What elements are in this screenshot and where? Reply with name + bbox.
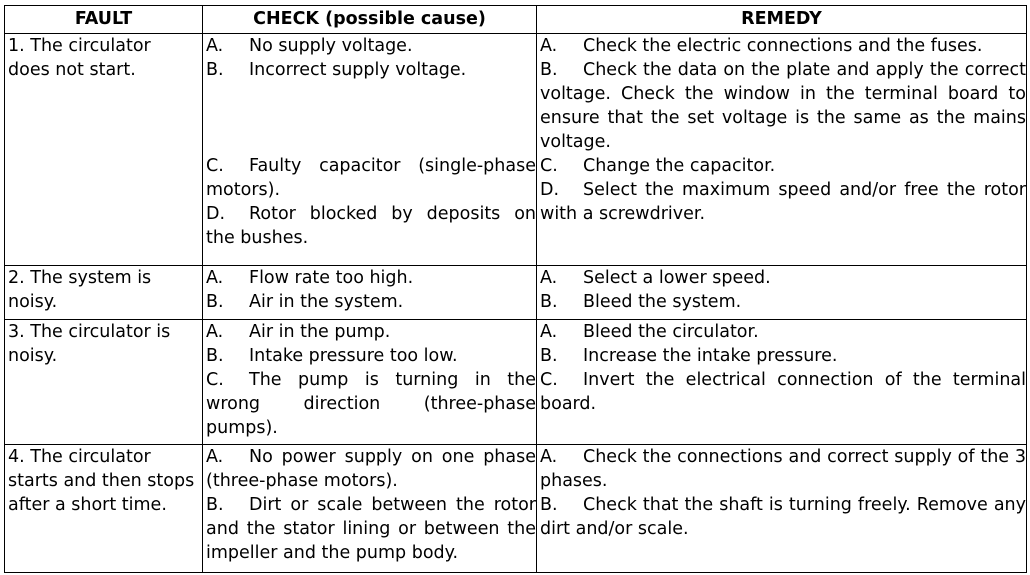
item-label: C. [540, 370, 558, 390]
item-text: Invert the electrical connection of the terminal board. [540, 370, 1026, 414]
item-text: Air in the system. [249, 292, 404, 312]
check-item [206, 34, 536, 58]
item-label: B. [206, 292, 224, 312]
item-label: A. [540, 447, 558, 467]
item-label: C. [206, 370, 224, 390]
item-label: B. [540, 346, 558, 366]
item-text: No supply voltage. [249, 36, 413, 56]
item-label: B. [540, 60, 558, 80]
item-text: Check the data on the plate and apply the correct voltage. Check the window in the terminal board to ensure that the set voltage is the same as the mains voltage. [540, 60, 1026, 152]
fault-text: 3. The circulator is noisy. [8, 322, 171, 366]
item-label: C. [206, 156, 224, 176]
item-text: Flow rate too high. [249, 268, 414, 288]
check-cell [203, 320, 537, 445]
remedy-item [540, 320, 1026, 344]
item-text: Check the connections and correct supply of the 3 phases. [540, 447, 1026, 491]
remedy-item [540, 344, 1026, 368]
item-text: Air in the pump. [249, 322, 391, 342]
fault-text: 1. The circulator does not start. [8, 36, 151, 80]
check-item [206, 445, 536, 493]
fault-cell [5, 266, 203, 320]
item-text: Check that the shaft is turning freely. Remove any dirt and/or scale. [540, 495, 1026, 539]
remedy-item [540, 493, 1026, 541]
item-text: Check the electric connections and the fuses. [583, 36, 983, 56]
item-label: D. [206, 204, 226, 224]
fault-text: 2. The system is noisy. [8, 268, 152, 312]
item-text: Select a lower speed. [583, 268, 771, 288]
item-label: B. [206, 495, 224, 515]
remedy-item [540, 178, 1026, 226]
item-text: Bleed the system. [583, 292, 742, 312]
troubleshooting-table [4, 5, 1027, 573]
header-remedy: REMEDY [537, 6, 1027, 34]
table-row [5, 34, 1027, 266]
item-label: A. [206, 36, 224, 56]
item-text: Faulty capacitor (single-phase motors). [206, 156, 536, 200]
check-item [206, 290, 536, 314]
check-cell [203, 266, 537, 320]
item-label: B. [206, 60, 224, 80]
check-item [206, 493, 536, 565]
remedy-item [540, 290, 1026, 314]
remedy-item [540, 368, 1026, 416]
item-label: A. [540, 36, 558, 56]
check-item [206, 266, 536, 290]
item-label: B. [540, 495, 558, 515]
check-item [206, 368, 536, 440]
item-text: Bleed the circulator. [583, 322, 759, 342]
remedy-item [540, 266, 1026, 290]
item-label: A. [206, 322, 224, 342]
remedy-item [540, 445, 1026, 493]
item-text: The pump is turning in the wrong direction (three-phase pumps). [206, 370, 536, 438]
table-row [5, 266, 1027, 320]
check-item [206, 202, 536, 250]
item-text: Dirt or scale between the rotor and the stator lining or between the impeller and the pump body. [206, 495, 536, 563]
check-item [206, 154, 536, 202]
item-label: B. [206, 346, 224, 366]
check-item [206, 58, 536, 82]
check-cell [203, 445, 537, 573]
header-row [5, 6, 1027, 34]
remedy-cell [537, 320, 1027, 445]
item-text: Increase the intake pressure. [583, 346, 838, 366]
item-label: C. [540, 156, 558, 176]
item-label: D. [540, 180, 560, 200]
item-text: Select the maximum speed and/or free the rotor with a screwdriver. [540, 180, 1026, 224]
item-label: A. [540, 322, 558, 342]
item-label: A. [206, 447, 224, 467]
item-text: Incorrect supply voltage. [249, 60, 467, 80]
item-text: Intake pressure too low. [249, 346, 458, 366]
check-item [206, 320, 536, 344]
remedy-cell [537, 34, 1027, 266]
table-row [5, 445, 1027, 573]
fault-cell [5, 34, 203, 266]
table-row [5, 320, 1027, 445]
item-label: B. [540, 292, 558, 312]
remedy-item [540, 58, 1026, 154]
fault-cell [5, 320, 203, 445]
fault-cell [5, 445, 203, 573]
remedy-cell [537, 266, 1027, 320]
remedy-cell [537, 445, 1027, 573]
remedy-item [540, 154, 1026, 178]
fault-text: 4. The circulator starts and then stops after a short time. [8, 447, 195, 515]
item-label: A. [540, 268, 558, 288]
item-label: A. [206, 268, 224, 288]
check-item [206, 344, 536, 368]
header-check: CHECK (possible cause) [203, 6, 537, 34]
item-text: No power supply on one phase (three-phase motors). [206, 447, 536, 491]
item-text: Change the capacitor. [583, 156, 776, 176]
item-text: Rotor blocked by deposits on the bushes. [206, 204, 536, 248]
check-cell [203, 34, 537, 266]
remedy-item [540, 34, 1026, 58]
header-fault: FAULT [5, 6, 203, 34]
